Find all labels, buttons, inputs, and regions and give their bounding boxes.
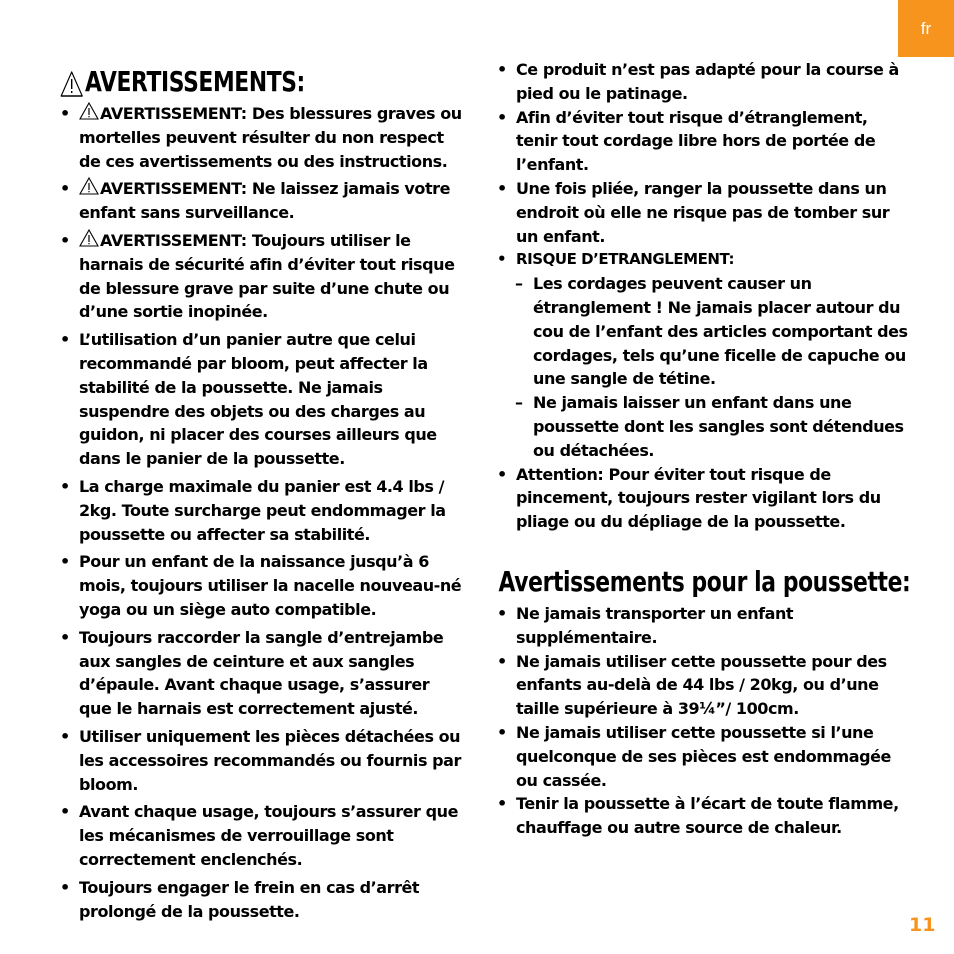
warnings-heading (60, 60, 376, 98)
list-item: • Ne jamais utiliser cette poussette pour des enfants au-delà de 44 lbs / 20kg, ou d’une taille supérieure à 39¼”/ 100cm. (497, 650, 912, 721)
sub-list-item: – Les cordages peuvent causer un étranglement ! Ne jamais placer autour du cou de l’enfant des articles comportant des cordages, tels qu’une ficelle de capuche ou une sangle de tétine. (515, 272, 912, 391)
list-item: • Ne jamais transporter un enfant supplémentaire. (497, 602, 912, 650)
warning-label: AVERTISSEMENT: (100, 104, 247, 123)
list-item: • Afin d’éviter tout risque d’étranglement, tenir tout cordage libre hors de portée de l’enfant. (497, 106, 912, 177)
stroller-warning-list (497, 602, 912, 840)
right-column (497, 58, 912, 840)
attention-item: • Attention: Pour éviter tout risque de pincement, toujours rester vigilant lors du pliage ou du dépliage de la poussette. (497, 463, 912, 534)
list-item-text: Ne laissez jamais votre enfant sans surveillance. (79, 179, 450, 223)
warning-icon (79, 229, 99, 247)
list-item: • Toujours raccorder la sangle d’entrejambe aux sangles de ceinture et aux sangles d’épaule. Avant chaque usage, s’assurer que le harnais est correctement ajusté. (60, 626, 465, 721)
stroller-warnings-heading (497, 560, 911, 598)
warnings-heading-text: AVERTISSEMENTS: (84, 65, 305, 98)
warning-label: AVERTISSEMENT: (100, 230, 247, 250)
list-item (60, 229, 465, 324)
warning-icon (60, 70, 83, 98)
language-tab: fr (898, 0, 954, 57)
sub-list-item: – Ne jamais laisser un enfant dans une poussette dont les sangles sont détendues ou détachées. (515, 391, 912, 462)
warning-icon (79, 177, 99, 195)
list-item-text: Toujours utiliser le harnais de sécurité afin d’éviter tout risque de blessure grave par suite d’une chute ou d’une sortie inopinée. (79, 230, 455, 322)
list-item: • L’utilisation d’un panier autre que celui recommandé par bloom, peut affecter la stabilité de la poussette. Ne jamais suspendre des objets ou des charges au guidon, ni placer des courses ailleurs que dans le panier de la poussette. (60, 328, 465, 471)
left-column (60, 60, 465, 927)
list-item: • Pour un enfant de la naissance jusqu’à 6 mois, toujours utiliser la nacelle nouveau-né yoga ou un siège auto compatible. (60, 550, 465, 621)
list-item: • Tenir la poussette à l’écart de toute flamme, chauffage ou autre source de chaleur. (497, 792, 912, 840)
strangulation-sublist (497, 272, 912, 462)
list-item (60, 102, 465, 173)
warning-icon (79, 102, 99, 120)
warning-label: AVERTISSEMENT: (100, 179, 247, 199)
attention-list (497, 463, 912, 534)
stroller-warnings-heading-text: Avertissements pour la poussette: (498, 564, 911, 598)
list-item: • Toujours engager le frein en cas d’arrêt prolongé de la poussette. (60, 876, 465, 924)
list-item: • RISQUE D’ETRANGLEMENT: (497, 248, 912, 272)
list-item: • La charge maximale du panier est 4.4 lbs / 2kg. Toute surcharge peut endommager la poussette ou affecter sa stabilité. (60, 475, 465, 546)
page-number: 11 (909, 914, 936, 936)
list-item (60, 177, 465, 225)
list-item-text: Des blessures graves ou mortelles peuvent résulter du non respect de ces avertissements ou des instructions. (79, 104, 462, 171)
list-item: • Avant chaque usage, toujours s’assurer que les mécanismes de verrouillage sont correctement enclenchés. (60, 800, 465, 871)
list-item: • Ce produit n’est pas adapté pour la course à pied ou le patinage. (497, 58, 912, 106)
left-warning-list (60, 102, 465, 923)
list-item: • Ne jamais utiliser cette poussette si l’une quelconque de ses pièces est endommagée ou cassée. (497, 721, 912, 792)
list-item: • Utiliser uniquement les pièces détachées ou les accessoires recommandés ou fournis par bloom. (60, 725, 465, 796)
list-item: • Une fois pliée, ranger la poussette dans un endroit où elle ne risque pas de tomber sur un enfant. (497, 177, 912, 248)
right-warning-list (497, 58, 912, 272)
